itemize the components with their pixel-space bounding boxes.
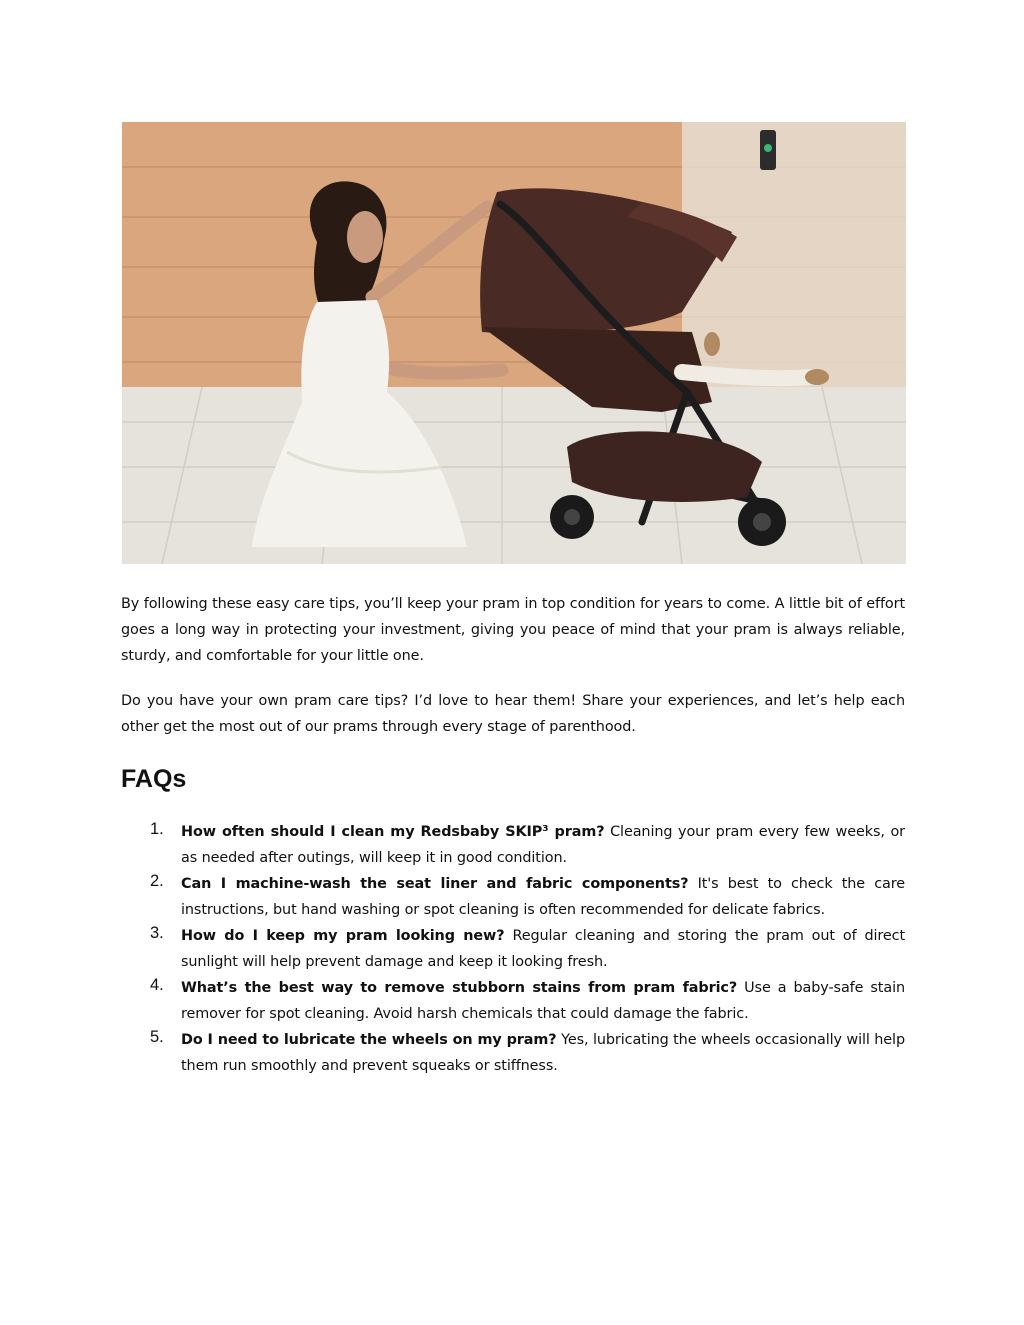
faq-item-2: [148, 871, 905, 923]
faq-number: 5.: [150, 1028, 164, 1046]
faq-item-4: [148, 975, 905, 1027]
invitation-paragraph: Do you have your own pram care tips? I’d love to hear them! Share your experiences, and let’s help each other get the most out of our prams through every stage of parenthood.: [121, 693, 905, 735]
photo-floor: [122, 387, 906, 564]
closing-paragraph: By following these easy care tips, you’ll keep your pram in top condition for years to come. A little bit of effort goes a long way in protecting your investment, giving you peace of mind that your pram is always reliable, sturdy, and comfortable for your little one.: [121, 596, 905, 664]
faq-heading: FAQs: [121, 765, 187, 793]
faq-question: Do I need to lubricate the wheels on my pram?: [181, 1032, 557, 1048]
article-photo: [122, 122, 906, 564]
faq-item-3: [148, 923, 905, 975]
faq-list: [148, 819, 905, 1079]
photo-baby-legs: [682, 372, 812, 378]
faq-question: What’s the best way to remove stubborn stains from pram fabric?: [181, 980, 738, 996]
faq-item-5: [148, 1027, 905, 1079]
faq-answer: Yes, lubricating the wheels occasionally will help them run smoothly and prevent squeaks or stiffness.: [181, 1032, 905, 1074]
faq-number: 2.: [150, 872, 164, 890]
faq-number: 3.: [150, 924, 164, 942]
faq-answer: Cleaning your pram every few weeks, or as needed after outings, will keep it in good condition.: [181, 824, 905, 866]
faq-answer: Use a baby-safe stain remover for spot cleaning. Avoid harsh chemicals that could damage the fabric.: [181, 980, 905, 1022]
faq-question: How often should I clean my Redsbaby SKIP³ pram?: [181, 824, 605, 840]
faq-number: 1.: [150, 820, 164, 838]
faq-number: 4.: [150, 976, 164, 994]
faq-answer: It's best to check the care instructions, but hand washing or spot cleaning is often recommended for delicate fabrics.: [181, 876, 905, 918]
faq-item-1: [148, 819, 905, 871]
faq-question: Can I machine-wash the seat liner and fabric components?: [181, 876, 689, 892]
faq-answer: Regular cleaning and storing the pram out of direct sunlight will help prevent damage and keep it looking fresh.: [181, 928, 906, 970]
faq-question: How do I keep my pram looking new?: [181, 928, 505, 944]
pram-photo-illustration: [122, 122, 906, 564]
